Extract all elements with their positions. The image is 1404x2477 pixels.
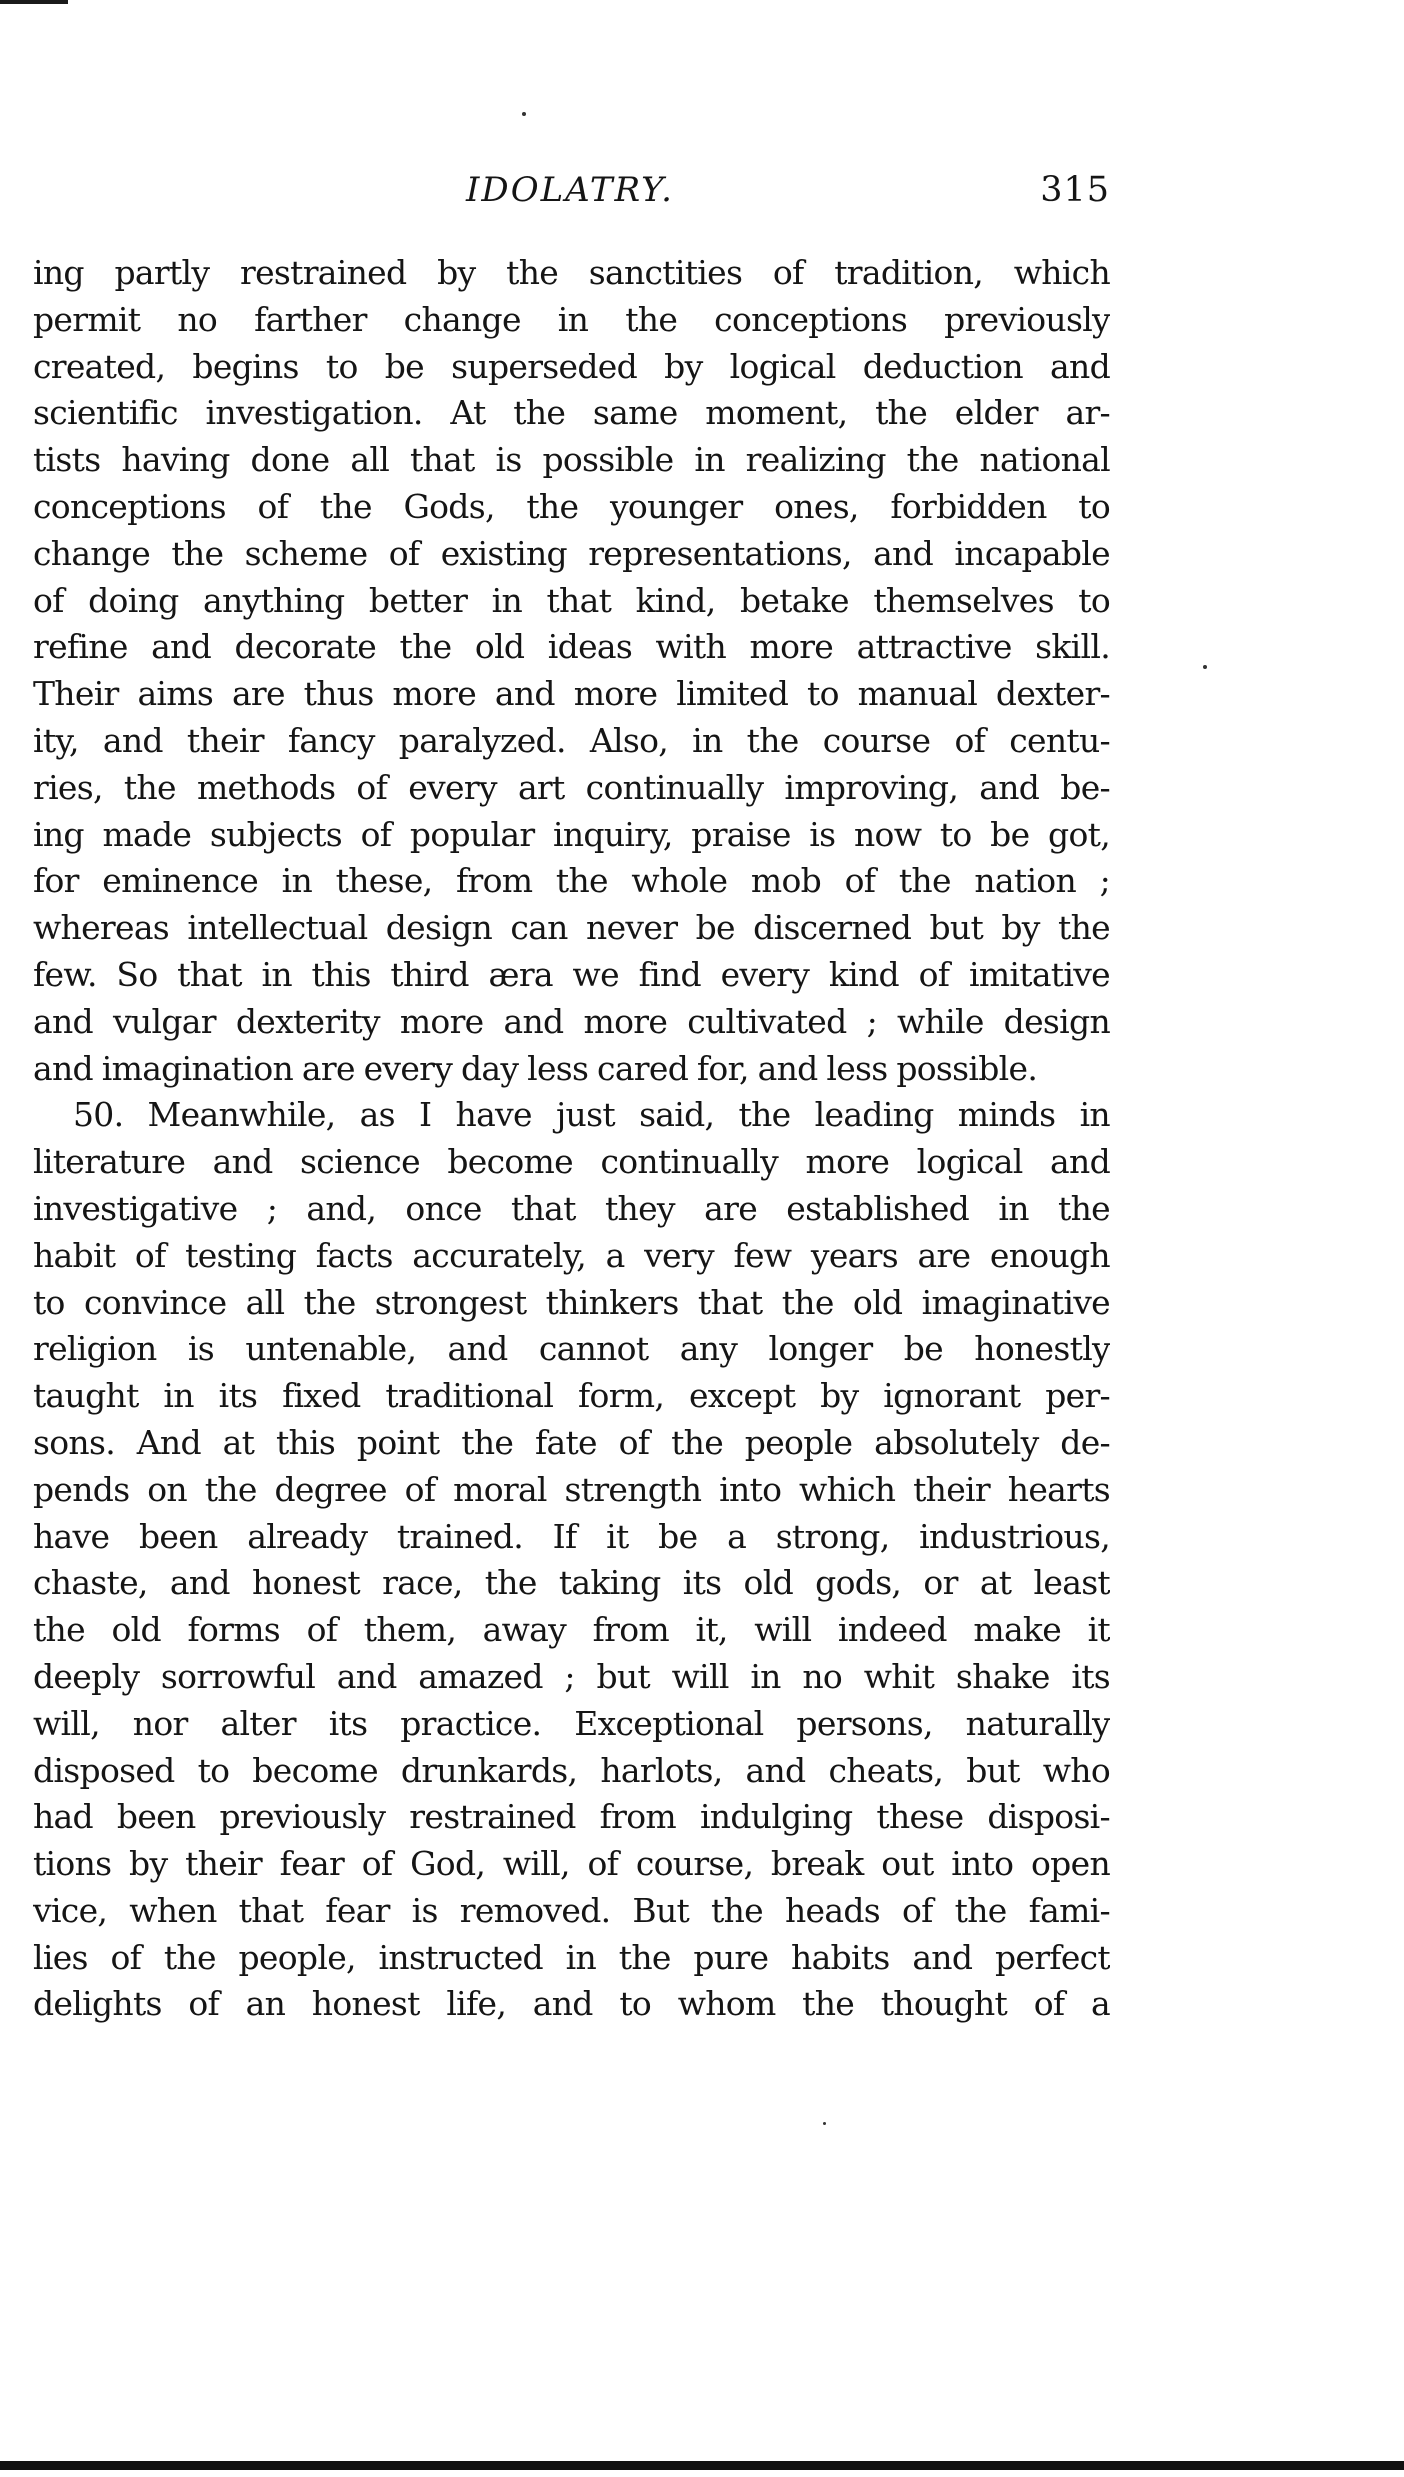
ink-speck xyxy=(823,2122,826,2125)
text-line: lies of the people, instructed in the pure habits and perfect xyxy=(33,1937,1110,1977)
text-line: whereas intellectual design can never be discerned but by the xyxy=(33,908,1110,948)
text-line: religion is untenable, and cannot any longer be honestly xyxy=(33,1329,1110,1369)
text-line: will, nor alter its practice. Exceptional persons, naturally xyxy=(33,1703,1110,1743)
text-line: Their aims are thus more and more limited to manual dexter- xyxy=(33,674,1110,714)
page-number: 315 xyxy=(1040,170,1110,210)
text-line: ries, the methods of every art continually improving, and be- xyxy=(33,767,1110,807)
text-line: ity, and their fancy paralyzed. Also, in the course of centu- xyxy=(33,720,1110,760)
text-line: change the scheme of existing representations, and incapable xyxy=(33,533,1110,573)
text-line: literature and science become continually more logical and xyxy=(33,1142,1110,1182)
text-line: created, begins to be superseded by logical deduction and xyxy=(33,346,1110,386)
text-line: to convince all the strongest thinkers that the old imaginative xyxy=(33,1282,1110,1322)
text-line: conceptions of the Gods, the younger ones, forbidden to xyxy=(33,486,1110,526)
text-line: have been already trained. If it be a strong, industrious, xyxy=(33,1516,1110,1556)
scan-corner-mark xyxy=(0,0,68,4)
text-line: disposed to become drunkards, harlots, and cheats, but who xyxy=(33,1750,1110,1790)
text-line: for eminence in these, from the whole mob of the nation ; xyxy=(33,861,1110,901)
text-line: pends on the degree of moral strength into which their hearts xyxy=(33,1469,1110,1509)
text-line: of doing anything better in that kind, betake themselves to xyxy=(33,580,1110,620)
ink-speck xyxy=(1203,665,1207,669)
scan-bottom-edge xyxy=(0,2461,1404,2470)
body-text xyxy=(33,250,1110,2028)
text-line: refine and decorate the old ideas with more attractive skill. xyxy=(33,627,1110,667)
page-header xyxy=(33,170,1110,222)
text-line: deeply sorrowful and amazed ; but will in no whit shake its xyxy=(33,1656,1110,1696)
text-line: vice, when that fear is removed. But the heads of the fami- xyxy=(33,1890,1110,1930)
text-line: had been previously restrained from indulging these disposi- xyxy=(33,1797,1110,1837)
text-line: delights of an honest life, and to whom the thought of a xyxy=(33,1984,1110,2024)
text-line: taught in its fixed traditional form, except by ignorant per- xyxy=(33,1376,1110,1416)
text-line: sons. And at this point the fate of the people absolutely de- xyxy=(33,1422,1110,1462)
text-line: ing made subjects of popular inquiry, praise is now to be got, xyxy=(33,814,1110,854)
text-line: investigative ; and, once that they are established in the xyxy=(33,1188,1110,1228)
text-line: chaste, and honest race, the taking its old gods, or at least xyxy=(33,1563,1110,1603)
text-line: few. So that in this third æra we find every kind of imitative xyxy=(33,954,1110,994)
paragraph-start-line: 50. Meanwhile, as I have just said, the leading minds in xyxy=(73,1095,1110,1135)
text-line: and imagination are every day less cared for, and less possible. xyxy=(33,1048,1038,1088)
text-line: and vulgar dexterity more and more cultivated ; while design xyxy=(33,1001,1110,1041)
text-line: scientific investigation. At the same moment, the elder ar- xyxy=(33,393,1110,433)
text-line: permit no farther change in the conceptions previously xyxy=(33,299,1110,339)
text-line: the old forms of them, away from it, will indeed make it xyxy=(33,1610,1110,1650)
text-line: tists having done all that is possible in realizing the national xyxy=(33,440,1110,480)
text-line: habit of testing facts accurately, a very few years are enough xyxy=(33,1235,1110,1275)
text-line: ing partly restrained by the sanctities of tradition, which xyxy=(33,253,1110,292)
ink-speck xyxy=(522,112,526,116)
running-title: IDOLATRY. xyxy=(466,170,674,210)
text-line: tions by their fear of God, will, of course, break out into open xyxy=(33,1844,1110,1884)
